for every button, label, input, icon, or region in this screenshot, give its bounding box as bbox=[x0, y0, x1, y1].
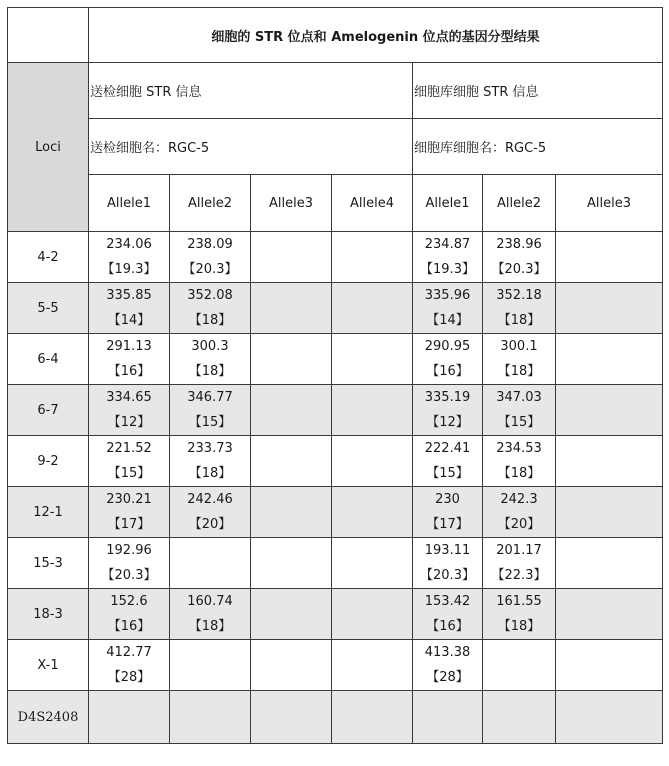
allele-size: 230.21 bbox=[106, 492, 152, 507]
library-allele-cell bbox=[556, 436, 663, 487]
allele-size bbox=[170, 538, 250, 563]
library-allele-cell bbox=[556, 385, 663, 436]
allele-size bbox=[332, 436, 412, 461]
allele-size: 238.09 bbox=[187, 237, 233, 252]
submitted-allele-cell bbox=[251, 538, 332, 589]
submitted-allele-header: Allele3 bbox=[251, 175, 332, 232]
allele-size: 230 bbox=[435, 492, 460, 507]
allele-size: 153.42 bbox=[424, 594, 471, 609]
allele-size bbox=[251, 538, 331, 563]
locus-label: D4S2408 bbox=[8, 691, 89, 744]
allele-repeat: 【18】 bbox=[188, 364, 232, 379]
empty-cell bbox=[556, 691, 663, 744]
allele-repeat bbox=[251, 308, 331, 333]
submitted-allele-cell bbox=[170, 538, 251, 589]
allele-repeat bbox=[251, 257, 331, 282]
allele-repeat bbox=[556, 257, 662, 282]
submitted-allele-cell bbox=[332, 538, 413, 589]
submitted-heading: 送检细胞 STR 信息 bbox=[89, 63, 413, 119]
library-allele-cell bbox=[413, 232, 483, 283]
allele-size bbox=[332, 589, 412, 614]
allele-size: 242.3 bbox=[500, 492, 538, 507]
library-allele-cell bbox=[483, 538, 556, 589]
allele-size bbox=[483, 640, 555, 665]
allele-size bbox=[556, 487, 662, 512]
allele-repeat bbox=[332, 359, 412, 384]
empty-cell bbox=[413, 691, 483, 744]
submitted-allele-cell bbox=[332, 232, 413, 283]
submitted-allele-cell bbox=[170, 283, 251, 334]
library-allele-cell bbox=[556, 589, 663, 640]
allele-repeat: 【15】 bbox=[426, 466, 469, 481]
allele-repeat bbox=[332, 614, 412, 639]
library-allele-cell bbox=[556, 640, 663, 691]
library-allele-cell bbox=[556, 538, 663, 589]
submitted-allele-cell bbox=[170, 589, 251, 640]
library-allele-cell bbox=[483, 640, 556, 691]
library-allele-cell bbox=[483, 487, 556, 538]
title-blank-cell bbox=[8, 8, 89, 63]
allele-repeat bbox=[170, 665, 250, 690]
allele-size: 291.13 bbox=[106, 339, 152, 354]
submitted-allele-cell bbox=[251, 232, 332, 283]
allele-repeat: 【16】 bbox=[107, 364, 151, 379]
library-allele-cell bbox=[483, 334, 556, 385]
allele-size: 193.11 bbox=[424, 543, 471, 558]
library-allele-cell bbox=[413, 487, 483, 538]
table-row bbox=[8, 283, 663, 334]
locus-label: 12-1 bbox=[8, 487, 89, 538]
submitted-allele-cell bbox=[170, 436, 251, 487]
allele-size bbox=[251, 640, 331, 665]
allele-repeat: 【16】 bbox=[426, 619, 469, 634]
library-allele-cell bbox=[483, 232, 556, 283]
library-allele-cell bbox=[483, 385, 556, 436]
submitted-allele-cell bbox=[89, 334, 170, 385]
empty-cell bbox=[483, 691, 556, 744]
allele-repeat: 【20.3】 bbox=[101, 568, 157, 583]
allele-size bbox=[556, 232, 662, 257]
allele-repeat bbox=[251, 512, 331, 537]
submitted-allele-cell bbox=[89, 385, 170, 436]
allele-repeat: 【15】 bbox=[107, 466, 151, 481]
library-allele-cell bbox=[483, 436, 556, 487]
allele-size: 233.73 bbox=[187, 441, 233, 456]
allele-repeat bbox=[556, 512, 662, 537]
allele-repeat: 【18】 bbox=[497, 466, 541, 481]
allele-repeat: 【22.3】 bbox=[491, 568, 547, 583]
allele-repeat bbox=[251, 665, 331, 690]
submitted-allele-cell bbox=[89, 538, 170, 589]
allele-size: 347.03 bbox=[496, 390, 542, 405]
allele-size bbox=[556, 640, 662, 665]
submitted-allele-cell bbox=[251, 436, 332, 487]
allele-size: 192.96 bbox=[106, 543, 152, 558]
allele-repeat bbox=[556, 359, 662, 384]
library-allele-header: Allele3 bbox=[556, 175, 663, 232]
loci-header: Loci bbox=[8, 63, 89, 232]
library-allele-cell bbox=[413, 538, 483, 589]
allele-repeat bbox=[251, 563, 331, 588]
empty-cell bbox=[89, 691, 170, 744]
allele-size bbox=[251, 487, 331, 512]
allele-repeat bbox=[251, 359, 331, 384]
submitted-allele-cell bbox=[170, 487, 251, 538]
library-allele-header: Allele2 bbox=[483, 175, 556, 232]
allele-repeat bbox=[251, 410, 331, 435]
empty-cell bbox=[170, 691, 251, 744]
library-allele-cell bbox=[413, 334, 483, 385]
locus-label: 15-3 bbox=[8, 538, 89, 589]
allele-size bbox=[251, 589, 331, 614]
submitted-allele-cell bbox=[170, 385, 251, 436]
allele-repeat: 【20】 bbox=[188, 517, 232, 532]
allele-size: 300.1 bbox=[500, 339, 538, 354]
allele-size: 238.96 bbox=[496, 237, 542, 252]
library-allele-cell bbox=[556, 334, 663, 385]
allele-size: 290.95 bbox=[424, 339, 471, 354]
allele-size bbox=[556, 334, 662, 359]
library-allele-cell bbox=[483, 283, 556, 334]
allele-repeat: 【18】 bbox=[188, 619, 232, 634]
allele-repeat: 【15】 bbox=[497, 415, 541, 430]
allele-size: 201.17 bbox=[496, 543, 542, 558]
submitted-allele-cell bbox=[251, 589, 332, 640]
table-row bbox=[8, 538, 663, 589]
table-title: 细胞的 STR 位点和 Amelogenin 位点的基因分型结果 bbox=[89, 8, 663, 63]
allele-size: 234.87 bbox=[424, 237, 471, 252]
allele-repeat: 【15】 bbox=[188, 415, 232, 430]
submitted-allele-cell bbox=[89, 436, 170, 487]
allele-repeat bbox=[332, 410, 412, 435]
submitted-allele-cell bbox=[89, 589, 170, 640]
allele-size bbox=[251, 334, 331, 359]
allele-size bbox=[332, 232, 412, 257]
submitted-allele-header: Allele2 bbox=[170, 175, 251, 232]
submitted-allele-cell bbox=[251, 640, 332, 691]
allele-repeat bbox=[251, 614, 331, 639]
allele-size: 234.06 bbox=[106, 237, 152, 252]
table-row bbox=[8, 436, 663, 487]
allele-repeat bbox=[556, 410, 662, 435]
allele-repeat bbox=[556, 308, 662, 333]
allele-size bbox=[556, 589, 662, 614]
allele-size bbox=[251, 232, 331, 257]
submitted-allele-cell bbox=[89, 232, 170, 283]
table-row bbox=[8, 640, 663, 691]
allele-repeat: 【12】 bbox=[107, 415, 151, 430]
allele-size bbox=[332, 283, 412, 308]
library-allele-cell bbox=[413, 436, 483, 487]
submitted-allele-cell bbox=[170, 640, 251, 691]
submitted-allele-cell bbox=[251, 334, 332, 385]
allele-size: 160.74 bbox=[187, 594, 233, 609]
allele-repeat bbox=[332, 461, 412, 486]
allele-repeat: 【14】 bbox=[426, 313, 469, 328]
allele-size: 346.77 bbox=[187, 390, 233, 405]
submitted-allele-cell bbox=[332, 487, 413, 538]
submitted-allele-cell bbox=[332, 385, 413, 436]
allele-repeat bbox=[251, 461, 331, 486]
allele-size: 334.65 bbox=[106, 390, 152, 405]
allele-repeat: 【28】 bbox=[107, 670, 151, 685]
locus-label: 6-7 bbox=[8, 385, 89, 436]
allele-repeat: 【20.3】 bbox=[491, 262, 547, 277]
allele-repeat bbox=[332, 665, 412, 690]
allele-repeat bbox=[556, 614, 662, 639]
allele-size bbox=[332, 334, 412, 359]
allele-repeat: 【20】 bbox=[497, 517, 541, 532]
allele-size bbox=[332, 487, 412, 512]
allele-size bbox=[251, 436, 331, 461]
submitted-allele-cell bbox=[89, 487, 170, 538]
allele-repeat: 【20.3】 bbox=[420, 568, 475, 583]
submitted-allele-cell bbox=[170, 334, 251, 385]
allele-size bbox=[332, 640, 412, 665]
table-row bbox=[8, 385, 663, 436]
allele-repeat: 【18】 bbox=[188, 466, 232, 481]
allele-repeat: 【18】 bbox=[497, 313, 541, 328]
allele-size: 335.96 bbox=[424, 288, 471, 303]
allele-repeat bbox=[332, 563, 412, 588]
table-row bbox=[8, 334, 663, 385]
submitted-allele-cell bbox=[89, 640, 170, 691]
allele-size: 152.6 bbox=[110, 594, 148, 609]
allele-repeat: 【20.3】 bbox=[182, 262, 238, 277]
allele-size bbox=[556, 436, 662, 461]
table-row bbox=[8, 589, 663, 640]
allele-size: 242.46 bbox=[187, 492, 233, 507]
allele-size: 413.38 bbox=[424, 645, 471, 660]
library-heading: 细胞库细胞 STR 信息 bbox=[413, 63, 663, 119]
allele-repeat bbox=[170, 563, 250, 588]
submitted-allele-cell bbox=[251, 487, 332, 538]
submitted-allele-cell bbox=[170, 232, 251, 283]
allele-repeat bbox=[556, 461, 662, 486]
allele-repeat: 【16】 bbox=[107, 619, 151, 634]
allele-size: 335.19 bbox=[424, 390, 471, 405]
locus-label: 6-4 bbox=[8, 334, 89, 385]
submitted-cell-name: 送检细胞名：RGC-5 bbox=[89, 119, 413, 175]
submitted-allele-cell bbox=[251, 283, 332, 334]
empty-cell bbox=[332, 691, 413, 744]
locus-label: 5-5 bbox=[8, 283, 89, 334]
allele-size: 234.53 bbox=[496, 441, 542, 456]
submitted-allele-cell bbox=[332, 334, 413, 385]
library-allele-header: Allele1 bbox=[413, 175, 483, 232]
allele-repeat: 【14】 bbox=[107, 313, 151, 328]
allele-repeat: 【17】 bbox=[107, 517, 151, 532]
allele-size bbox=[251, 283, 331, 308]
submitted-allele-cell bbox=[251, 385, 332, 436]
library-allele-cell bbox=[556, 232, 663, 283]
locus-label: X-1 bbox=[8, 640, 89, 691]
submitted-allele-cell bbox=[332, 589, 413, 640]
allele-repeat: 【19.3】 bbox=[101, 262, 157, 277]
allele-repeat: 【17】 bbox=[426, 517, 469, 532]
library-allele-cell bbox=[556, 487, 663, 538]
submitted-allele-cell bbox=[332, 436, 413, 487]
allele-size: 352.08 bbox=[187, 288, 233, 303]
allele-repeat: 【28】 bbox=[426, 670, 469, 685]
allele-size bbox=[170, 640, 250, 665]
allele-repeat bbox=[556, 563, 662, 588]
library-allele-cell bbox=[413, 640, 483, 691]
library-allele-cell bbox=[556, 283, 663, 334]
library-allele-cell bbox=[413, 283, 483, 334]
allele-size: 222.41 bbox=[424, 441, 471, 456]
table-row bbox=[8, 232, 663, 283]
allele-size: 300.3 bbox=[191, 339, 229, 354]
allele-size: 221.52 bbox=[106, 441, 152, 456]
str-genotype-table bbox=[7, 7, 663, 744]
allele-repeat: 【18】 bbox=[497, 619, 541, 634]
library-allele-cell bbox=[413, 385, 483, 436]
allele-size bbox=[332, 538, 412, 563]
allele-size bbox=[332, 385, 412, 410]
allele-repeat: 【19.3】 bbox=[420, 262, 475, 277]
allele-repeat bbox=[556, 665, 662, 690]
submitted-allele-header: Allele1 bbox=[89, 175, 170, 232]
allele-repeat: 【12】 bbox=[426, 415, 469, 430]
submitted-allele-header: Allele4 bbox=[332, 175, 413, 232]
allele-size bbox=[556, 385, 662, 410]
library-cell-name: 细胞库细胞名：RGC-5 bbox=[413, 119, 663, 175]
empty-cell bbox=[251, 691, 332, 744]
table-row bbox=[8, 487, 663, 538]
library-allele-cell bbox=[483, 589, 556, 640]
allele-size bbox=[556, 283, 662, 308]
library-allele-cell bbox=[413, 589, 483, 640]
allele-repeat bbox=[483, 665, 555, 690]
allele-size: 335.85 bbox=[106, 288, 152, 303]
submitted-allele-cell bbox=[332, 283, 413, 334]
allele-size: 352.18 bbox=[496, 288, 542, 303]
submitted-allele-cell bbox=[332, 640, 413, 691]
allele-repeat bbox=[332, 257, 412, 282]
locus-label: 4-2 bbox=[8, 232, 89, 283]
allele-repeat: 【16】 bbox=[426, 364, 469, 379]
submitted-allele-cell bbox=[89, 283, 170, 334]
locus-label: 9-2 bbox=[8, 436, 89, 487]
allele-repeat bbox=[332, 512, 412, 537]
allele-size: 412.77 bbox=[106, 645, 152, 660]
allele-repeat: 【18】 bbox=[497, 364, 541, 379]
allele-size bbox=[251, 385, 331, 410]
allele-size: 161.55 bbox=[496, 594, 542, 609]
locus-label: 18-3 bbox=[8, 589, 89, 640]
allele-size bbox=[556, 538, 662, 563]
allele-repeat bbox=[332, 308, 412, 333]
allele-repeat: 【18】 bbox=[188, 313, 232, 328]
